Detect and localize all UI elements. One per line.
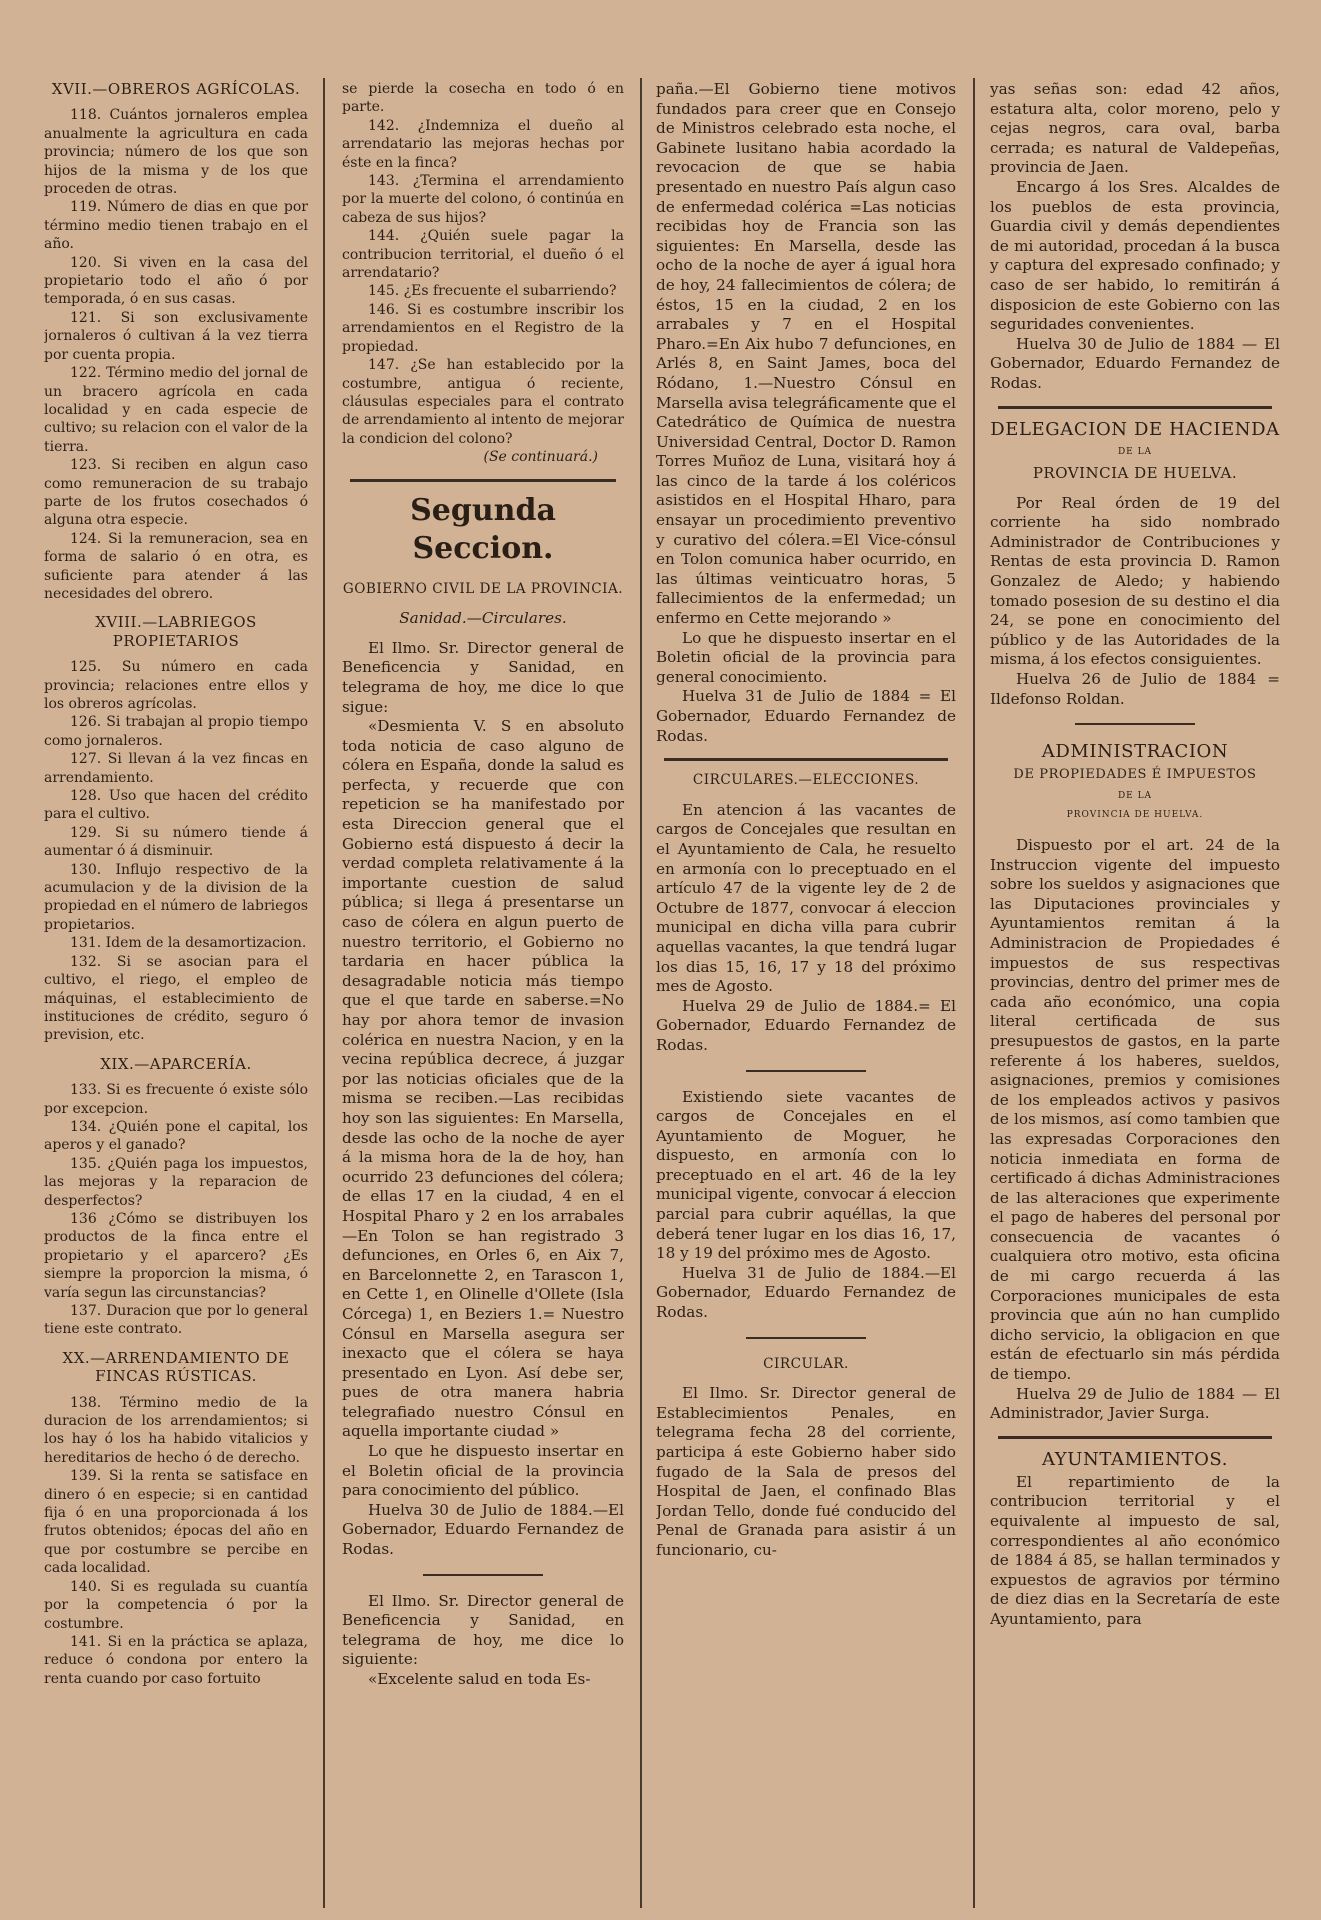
continued-note: (Se continuará.)	[483, 449, 598, 466]
column-2	[342, 80, 624, 1900]
section-heading: XVII.—OBREROS AGRÍCOLAS.	[51, 80, 301, 98]
question-item: 118. Cuántos jornaleros emplea anualmente la agricultura en cada provincia; número de los que son hijos de la misma y de los que proceden de otras.	[44, 107, 308, 198]
office-heading-small: DE LA	[1117, 446, 1153, 457]
question-item: 119. Número de dias en que por término medio tienen trabajo en el año.	[44, 199, 308, 253]
question-item: 122. Término medio del jornal de un bracero agrícola en cada localidad y en cada especie de cultivo; su relacion con el valor de la tierra.	[44, 365, 308, 455]
section-heading: XVIII.—LABRIEGOS PROPIETARIOS	[95, 613, 257, 650]
column-4	[990, 80, 1280, 1900]
paragraph: El repartimiento de la contribucion territorial y el equivalente al impuesto de sal, correspondientes al año económico de 1884 á 85, se hallan terminados y expuestos de agravios por término de diez dias en la Secretaría de este Ayuntamiento, para	[990, 1472, 1280, 1628]
ornament-divider	[746, 1070, 866, 1072]
subsection-heading: CIRCULARES.—ELECCIONES.	[692, 772, 920, 789]
signature: Huelva 31 de Julio de 1884 = El Gobernador, Eduardo Fernandez de Rodas.	[656, 687, 956, 745]
section-title: Segunda Seccion.	[410, 492, 556, 566]
column-1	[44, 80, 308, 1900]
question-item: 131. Idem de la desamortizacion.	[70, 935, 307, 952]
question-item: 123. Si reciben en algun caso como remuneracion de su trabajo parte de los frutos cosechados ó alguna otra especie.	[44, 457, 308, 529]
question-item: 145. ¿Es frecuente el subarriendo?	[368, 283, 617, 300]
question-item: 136 ¿Cómo se distribuyen los productos de la finca entre el propietario y el aparcero? ¿Es siempre la proporcion la misma, ó varía segun las circunstancias?	[44, 1210, 308, 1301]
signature: Huelva 29 de Julio de 1884.= El Gobernador, Eduardo Fernandez de Rodas.	[656, 996, 956, 1054]
office-subheading: DE PROPIEDADES É IMPUESTOS	[1013, 767, 1257, 783]
question-item: 124. Si la remuneracion, sea en forma de salario ó en otra, es suficiente para atender á las necesidades del obrero.	[44, 530, 308, 602]
paragraph: El Ilmo. Sr. Director general de Establecimientos Penales, en telegrama fecha 28 del corriente, participa á este Gobierno haber sido fugado de la Sala de presos del Hospital de Jaen, el confinado Blas Jordan Tello, donde fué conducido del Penal de Granada para asistir á un funcionario, cu-	[656, 1384, 956, 1559]
question-item: 129. Si su número tiende á aumentar ó á disminuir.	[44, 824, 308, 860]
question-item: 142. ¿Indemniza el dueño al arrendatario las mejoras hechas por éste en la finca?	[342, 117, 624, 171]
question-item: 137. Duracion que por lo general tiene este contrato.	[44, 1303, 308, 1338]
department-heading: GOBIERNO CIVIL DE LA PROVINCIA.	[342, 580, 624, 597]
paragraph: Encargo á los Sres. Alcaldes de los pueblos de esta provincia, Guardia civil y demás dependientes de mi autoridad, procedan á la busca y captura del expresado confinado; y caso de ser habido, lo remitirán á disposicion de este Gobierno con las seguridades convenientes.	[990, 177, 1280, 334]
signature: Huelva 26 de Julio de 1884 = Ildefonso Roldan.	[990, 670, 1280, 708]
question-item: 125. Su número en cada provincia; relaciones entre ellos y los obreros agrícolas.	[44, 659, 308, 712]
divider	[350, 479, 616, 482]
column-rule	[973, 78, 975, 1908]
ornament-divider	[746, 1337, 866, 1339]
subsection-heading: Sanidad.—Circulares.	[399, 609, 567, 628]
question-item: 139. Si la renta se satisface en dinero ó en especie; si en cantidad fija ó en una proporcionada á los frutos obtenidos; épocas del año en que por costumbre se percibe en cada localidad.	[44, 1468, 308, 1577]
column-3	[656, 80, 956, 1900]
question-item: 134. ¿Quién pone el capital, los aperos y el ganado?	[44, 1118, 308, 1154]
office-heading: DELEGACION DE HACIENDA	[990, 418, 1280, 440]
question-item: 138. Término medio de la duracion de los arrendamientos; si los hay ó los ha habido vitalicios y hereditarios de hecho ó de derecho.	[44, 1394, 308, 1466]
signature: Huelva 31 de Julio de 1884.—El Gobernador, Eduardo Fernandez de Rodas.	[656, 1263, 956, 1322]
section-heading: XIX.—APARCERÍA.	[100, 1054, 252, 1073]
question-item: 128. Uso que hacen del crédito para el cultivo.	[44, 788, 308, 823]
paragraph: yas señas son: edad 42 años, estatura alta, color moreno, pelo y cejas negros, cara oval, barba cerrada; es natural de Valdepeñas, provincia de Jaen.	[990, 80, 1280, 177]
question-item: 143. ¿Termina el arrendamiento por la muerte del colono, ó continúa en cabeza de sus hijos?	[342, 173, 624, 226]
question-item: 135. ¿Quién paga los impuestos, las mejoras y la reparacion de desperfectos?	[44, 1155, 308, 1209]
question-item: 132. Si se asocian para el cultivo, el riego, el empleo de máquinas, el establecimiento de instituciones de crédito, seguro ó prevision, etc.	[44, 953, 308, 1044]
question-item: 121. Si son exclusivamente jornaleros ó cultivan á la vez tierra por cuenta propia.	[44, 309, 308, 363]
signature: Huelva 29 de Julio de 1884 — El Administrador, Javier Surga.	[990, 1384, 1280, 1423]
question-item: 146. Si es costumbre inscribir los arrendamientos en el Registro de la propiedad.	[342, 301, 624, 355]
paragraph: Lo que he dispuesto insertar en el Boletin oficial de la provincia para general conocimiento.	[656, 628, 956, 686]
office-heading-small: DE LA	[1117, 790, 1153, 801]
office-heading-province: PROVINCIA DE HUELVA.	[1066, 810, 1204, 821]
section-heading: XX.—ARRENDAMIENTO DE FINCAS RÚSTICAS.	[62, 1348, 290, 1386]
column-rule	[323, 78, 325, 1908]
question-item: 127. Si llevan á la vez fincas en arrendamiento.	[44, 751, 308, 786]
question-item: 126. Si trabajan al propio tiempo como jornaleros.	[44, 714, 308, 749]
office-heading-province: PROVINCIA DE HUELVA.	[1032, 464, 1238, 483]
paragraph: «Desmienta V. S en absoluto toda noticia de caso alguno de cólera en España, donde la salud es perfecta, y recuerde que con repeticion se ha manifestado por esta Direccion general que el Gobierno está dispuesto á decir la verdad completa relativamente á la importante cuestion de salud pública; si llega á presentarse un caso de cólera en algun puerto de nuestro territorio, el Gobierno no tardaria en hacer pública la desagradable noticia más tiempo que el que tarde en saberse.=No hay por ahora temor de invasion colérica en nuestra Nacion, y en la vecina república decrece, á juzgar por las noticias oficiales que de la misma se reciben.—Las recibidas hoy son las siguientes: En Marsella, desde las ocho de la noche de ayer á la misma hora de la de hoy, han ocurrido 23 defunciones del cólera; de ellas 17 en la ciudad, 4 en el Hospital Pharo y 2 en los arrabales —En Tolon se han registrado 3 defunciones, en Orles 6, en Aix 7, en Barcelonnette 2, en Tarascon 1, en Cette 1, en Olinelle d'Ollete (Isla Córcega) 1, en Beziers 1.= Nuestro Cónsul en Marsella asegura ser inexacto que el cólera se haya presentado en Lyon. Así debe ser, pues de otra manera habria telegrafiado nuestro Cónsul en aquella importante ciudad »	[342, 717, 624, 1441]
divider	[998, 406, 1272, 409]
paragraph: Por Real órden de 19 del corriente ha sido nombrado Administrador de Contribuciones y Rentas de esta provincia D. Ramon Gonzalez de Aledo; y habiendo tomado posesion de su destino el dia 24, se pone en conocimiento del público y de las Autoridades de la misma, á los efectos consiguientes.	[990, 493, 1280, 669]
office-heading: ADMINISTRACION	[1041, 741, 1229, 763]
question-item: se pierde la cosecha en todo ó en parte.	[342, 81, 624, 116]
question-item: 144. ¿Quién suele pagar la contribucion territorial, el dueño ó el arrendatario?	[342, 228, 624, 282]
paragraph: paña.—El Gobierno tiene motivos fundados para creer que en Consejo de Ministros celebrado esta noche, el Gabinete lusitano habia acordado la revocacion de que se habia presentado en nuestro País algun caso de enfermedad colérica =Las noticias recibidas hoy de Francia son las siguientes: En Marsella, desde las ocho de la noche de ayer á igual hora de hoy, 24 fallecimientos de cólera; de éstos, 15 en la ciudad, 2 en los arrabales y 7 en el Hospital Pharo.=En Aix hubo 7 defunciones, en Arlés 8, en Saint James, boca del Ródano, 1.—Nuestro Cónsul en Marsella avisa telegráficamente que el Catedrático de Química de nuestra Universidad Central, Doctor D. Ramon Torres Muñoz de Luna, visitará hoy á las cinco de la tarde á los coléricos asistidos en el Hospital Hharo, para ensayar un procedimiento preventivo y curativo del cólera.=El Vice-cónsul en Tolon comunica haber ocurrido, en las últimas veinticuatro horas, 5 fallecimientos de la enfermedad; un enfermo en Cette mejorando »	[656, 80, 956, 628]
question-item: 130. Influjo respectivo de la acumulacion y de la division de la propiedad en el número de labriegos propietarios.	[44, 861, 308, 933]
paragraph: «Excelente salud en toda Es-	[368, 1670, 591, 1688]
question-item: 140. Si es regulada su cuantía por la competencia ó por la costumbre.	[44, 1578, 308, 1632]
ornament-divider	[1075, 723, 1195, 725]
column-rule	[640, 78, 642, 1908]
paragraph: Existiendo siete vacantes de cargos de Concejales en el Ayuntamiento de Moguer, he dispuesto, en armonía con lo preceptuado en el art. 46 de la ley municipal vigente, convocar á eleccion parcial para cubrir aquéllas, la que deberá tener lugar en los dias 16, 17, 18 y 19 del próximo mes de Agosto.	[656, 1087, 956, 1263]
paragraph: El Ilmo. Sr. Director general de Beneficencia y Sanidad, en telegrama de hoy, me dice lo que sigue:	[342, 638, 624, 716]
ornament-divider	[423, 1574, 543, 1576]
paragraph: Dispuesto por el art. 24 de la Instruccion vigente del impuesto sobre los sueldos y asignaciones que las Diputaciones provinciales y Ayuntamientos remitan á la Administracion de Propiedades é impuestos de sus respectivas provincias, dentro del primer mes de cada año económico, una copia literal certificada de sus presupuestos de gastos, en la parte referente á los haberes, sueldos, asignaciones, premios y comisiones de los empleados activos y pasivos de los mismos, así como tambien que las expresadas Corporaciones den noticia inmediata en forma de certificado á dichas Administraciones de las alteraciones que experimente el pago de haberes del personal por consecuencia de vacantes ó cualquiera otro motivo, esta oficina de mi cargo recuerda á las Corporaciones municipales de esta provincia que aún no han cumplido dicho servicio, la obligacion en que están de efectuarlo sin más pérdida de tiempo.	[990, 836, 1280, 1384]
paragraph: El Ilmo. Sr. Director general de Beneficencia y Sanidad, en telegrama de hoy, me dice lo siguiente:	[342, 1591, 624, 1669]
paragraph: Lo que he dispuesto insertar en el Boletin oficial de la provincia para conocimiento del público.	[342, 1442, 624, 1500]
signature: Huelva 30 de Julio de 1884.—El Gobernador, Eduardo Fernandez de Rodas.	[342, 1500, 624, 1559]
question-item: 120. Si viven en la casa del propietario todo el año ó por temporada, ó en sus casas.	[44, 254, 308, 308]
office-heading: AYUNTAMIENTOS.	[1041, 1448, 1229, 1470]
subsection-heading: CIRCULAR.	[763, 1355, 849, 1372]
divider	[998, 1436, 1272, 1439]
question-item: 147. ¿Se han establecido por la costumbre, antigua ó reciente, cláusulas especiales para el contrato de arrendamiento al intento de mejorar la condicion del colono?	[342, 357, 624, 447]
signature: Huelva 30 de Julio de 1884 — El Gobernador, Eduardo Fernandez de Rodas.	[990, 334, 1280, 392]
divider	[664, 758, 948, 761]
paragraph: En atencion á las vacantes de cargos de Concejales que resultan en el Ayuntamiento de Cala, he resuelto en armonía con lo preceptuado en el artículo 47 de la vigente ley de 2 de Octubre de 1877, convocar á eleccion municipal en dicha villa para cubrir aquellas vacantes, la que tendrá lugar los dias 15, 16, 17 y 18 del próximo mes de Agosto.	[656, 800, 956, 996]
question-item: 133. Si es frecuente ó existe sólo por excepcion.	[44, 1082, 308, 1117]
question-item: 141. Si en la práctica se aplaza, reduce ó condona por entero la renta cuando por caso fortuito	[44, 1633, 308, 1687]
